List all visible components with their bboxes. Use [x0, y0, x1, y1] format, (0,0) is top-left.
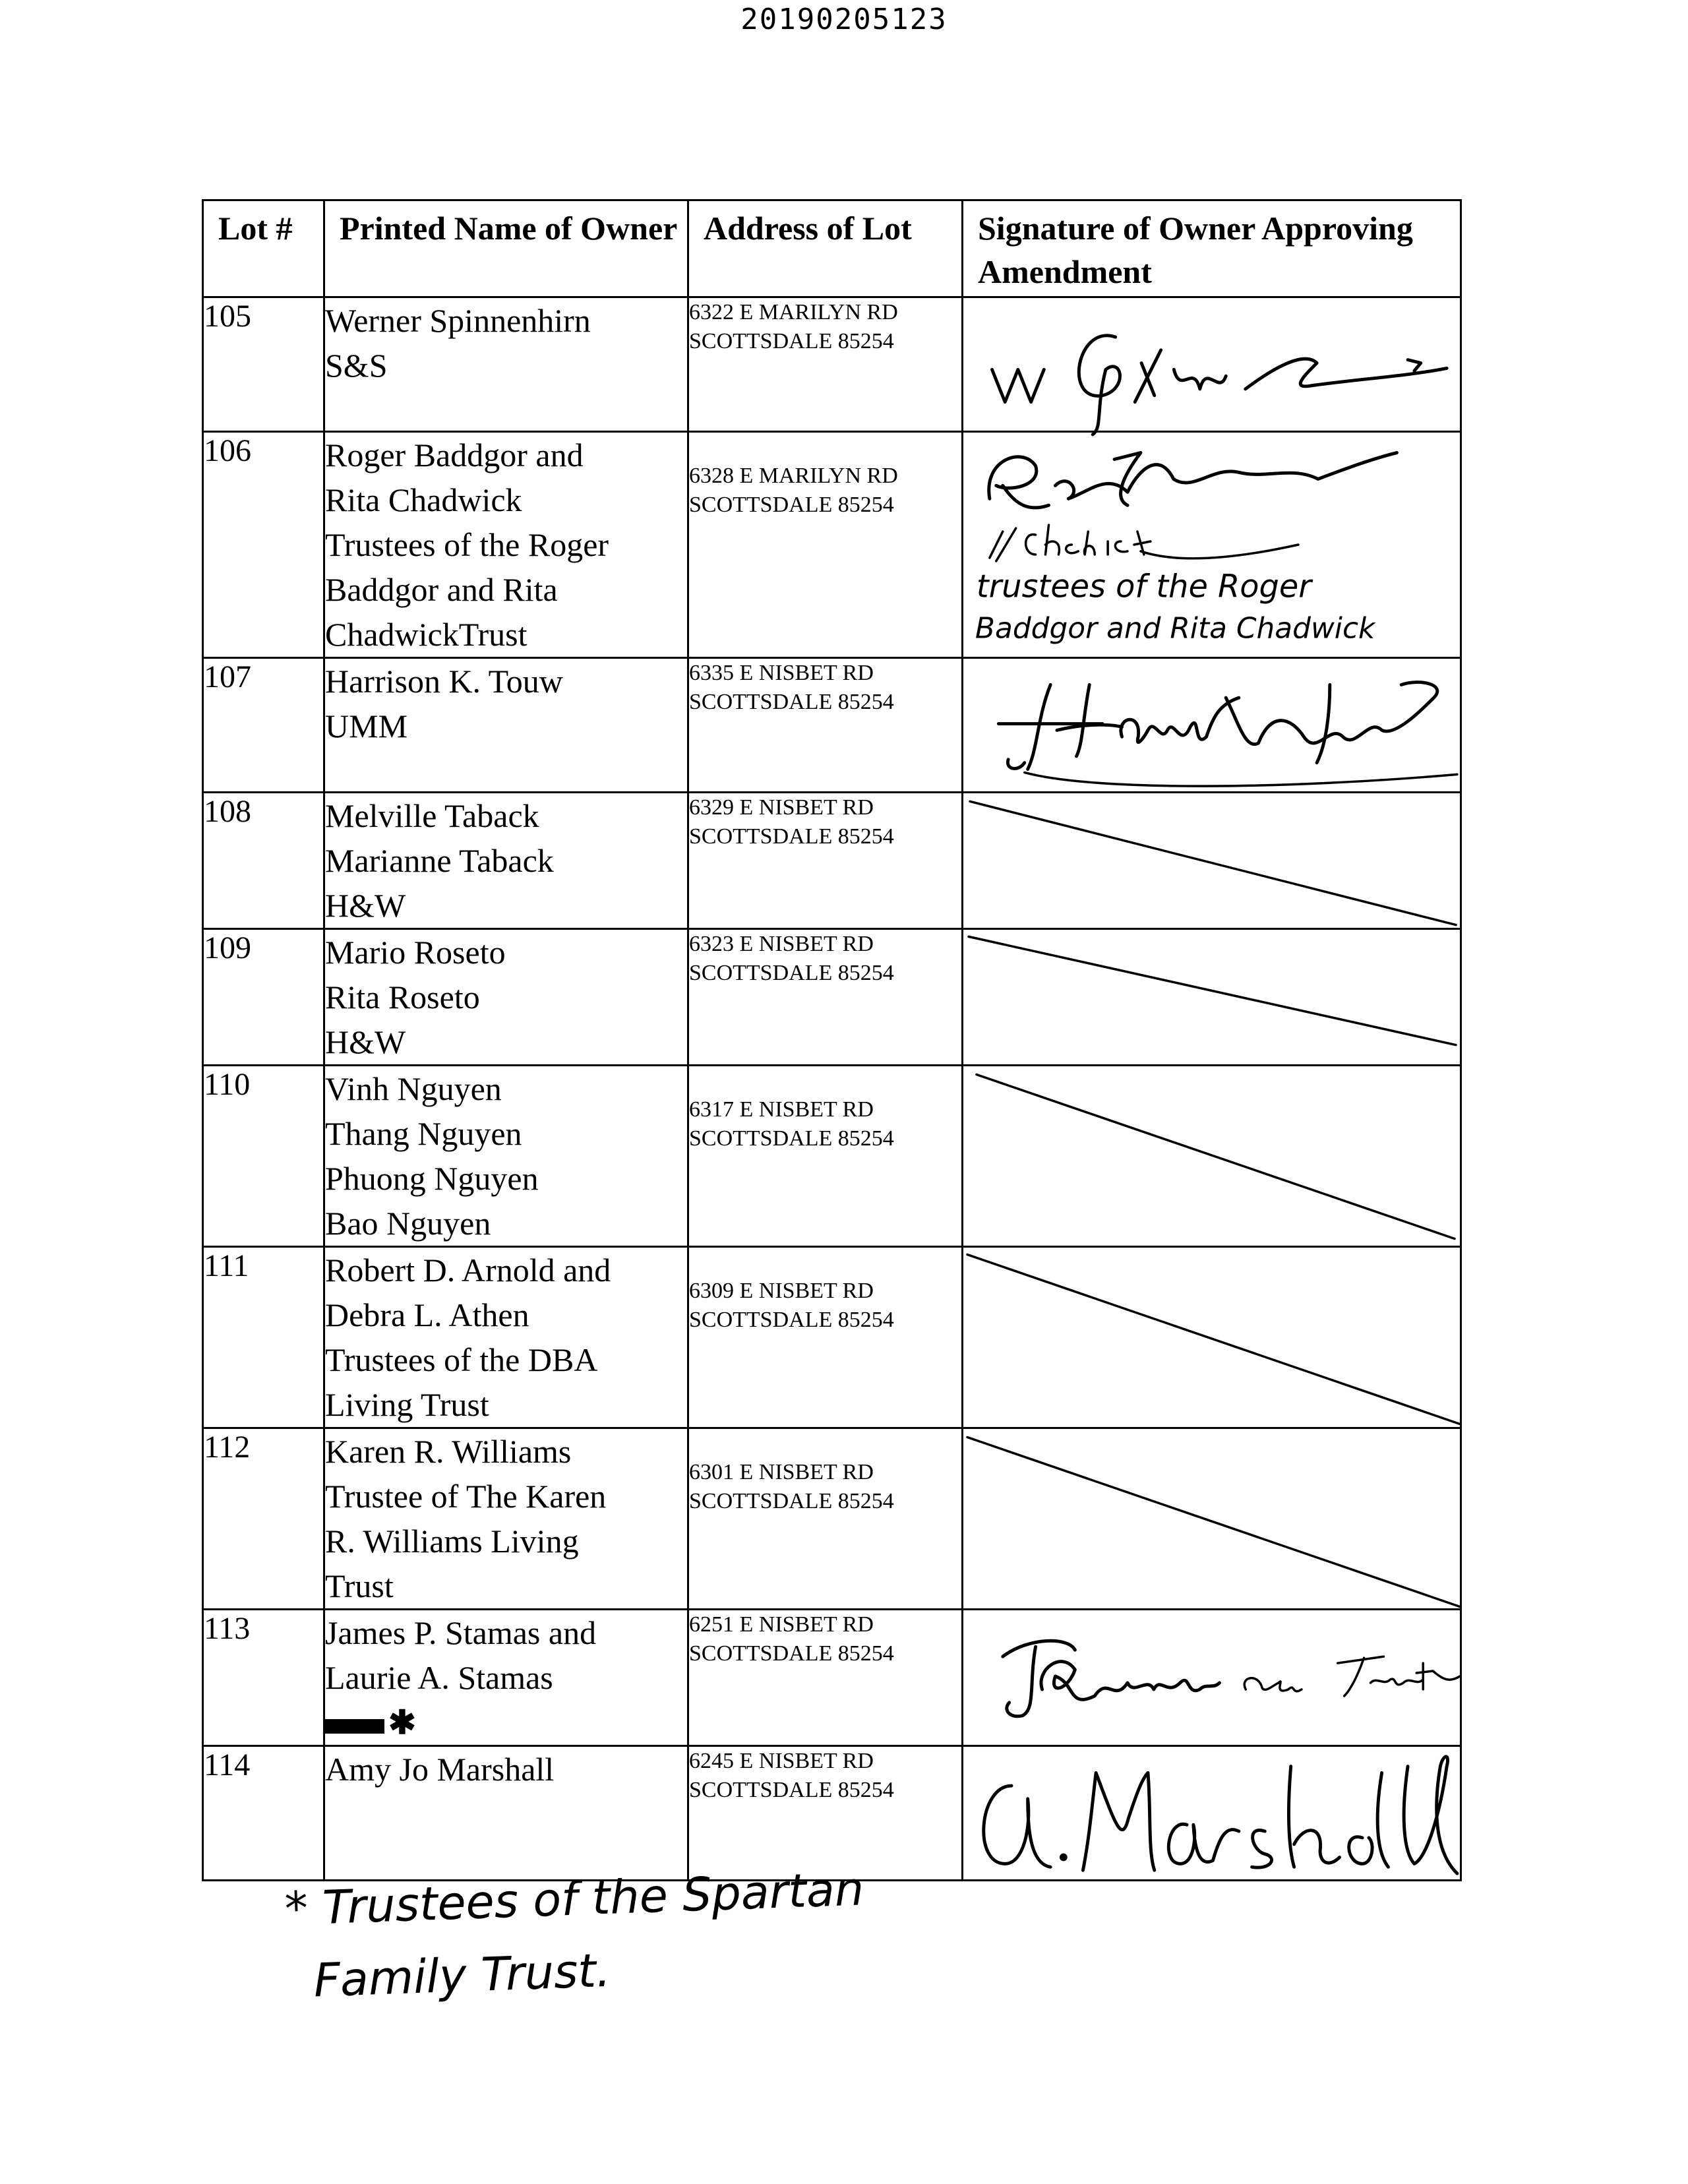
address-city: SCOTTSDALE 85254 — [689, 1126, 894, 1151]
address-city: SCOTTSDALE 85254 — [689, 1308, 894, 1332]
signature-text: Baddgor and Rita Chadwick — [975, 611, 1375, 646]
owner-line: Bao Nguyen — [325, 1205, 491, 1242]
lot-address — [688, 1428, 963, 1610]
address-street: 6301 E NISBET RD — [689, 1460, 874, 1484]
owner-name — [324, 1247, 688, 1428]
owner-line: Amy Jo Marshall — [325, 1751, 555, 1788]
owner-line-struck: ✱ — [325, 1700, 687, 1745]
signature-werner-spinnenhirn — [963, 298, 1460, 431]
lot-address — [688, 297, 963, 432]
owner-name — [324, 658, 688, 793]
owner-line: Rita Chadwick — [325, 481, 522, 518]
footnote-line: Family Trust. — [313, 1943, 612, 2008]
signature-text: trustees of the Roger — [976, 568, 1311, 605]
address-street: 6309 E NISBET RD — [689, 1279, 874, 1303]
owner-name — [324, 1428, 688, 1610]
owner-name — [324, 1610, 688, 1746]
address-street: 6317 E NISBET RD — [689, 1097, 874, 1122]
owner-line: Marianne Taback — [325, 842, 554, 879]
header-lot: Lot # — [203, 200, 324, 297]
footnote-line: * Trustees of the Spartan — [284, 1862, 865, 1936]
lot-number: 108 — [203, 793, 324, 929]
signature-harrison-touw — [963, 659, 1460, 791]
lot-number: 112 — [203, 1428, 324, 1610]
owner-line: Harrison K. Touw — [325, 663, 563, 700]
table-row — [203, 1610, 1461, 1746]
lot-address — [688, 1247, 963, 1428]
owner-line: H&W — [325, 887, 406, 924]
address-street: 6245 E NISBET RD — [689, 1749, 874, 1773]
owner-line: James P. Stamas and — [325, 1614, 597, 1651]
owner-line: Laurie A. Stamas — [325, 1659, 553, 1696]
owner-name — [324, 432, 688, 658]
lot-number: 106 — [203, 432, 324, 658]
table-row — [203, 929, 1461, 1066]
owner-line: Baddgor and Rita — [325, 571, 558, 608]
table-header-row — [203, 200, 1461, 297]
address-city: SCOTTSDALE 85254 — [689, 824, 894, 849]
owner-line: Living Trust — [325, 1386, 489, 1423]
header-owner: Printed Name of Owner — [324, 200, 688, 297]
signature-cell — [963, 1428, 1461, 1610]
owner-name — [324, 929, 688, 1066]
owner-line: Debra L. Athen — [325, 1296, 529, 1333]
address-street: 6322 E MARILYN RD — [689, 300, 898, 324]
signature-cell — [963, 929, 1461, 1066]
address-city: SCOTTSDALE 85254 — [689, 493, 894, 517]
owner-line: Mario Roseto — [325, 934, 506, 971]
redaction-mark — [325, 1719, 384, 1734]
table-row — [203, 297, 1461, 432]
lot-number: 111 — [203, 1247, 324, 1428]
signature-cell — [963, 793, 1461, 929]
owner-line: Thang Nguyen — [325, 1115, 522, 1152]
owner-line: Karen R. Williams — [325, 1433, 572, 1470]
lot-address — [688, 658, 963, 793]
address-street: 6251 E NISBET RD — [689, 1612, 874, 1637]
owner-line: Trustees of the DBA — [325, 1341, 598, 1378]
lot-address — [688, 929, 963, 1066]
owner-line: Trust — [325, 1567, 394, 1604]
lot-approval-table — [202, 199, 1462, 1881]
table-row — [203, 432, 1461, 658]
owner-name — [324, 793, 688, 929]
owner-line: Rita Roseto — [325, 979, 480, 1016]
lot-number: 107 — [203, 658, 324, 793]
owner-line: UMM — [325, 708, 408, 744]
table-row — [203, 793, 1461, 929]
signature-cell — [963, 1610, 1461, 1746]
lot-address — [688, 1610, 963, 1746]
signature-roger-baddgor — [963, 433, 1460, 657]
owner-name — [324, 1066, 688, 1247]
address-street: 6323 E NISBET RD — [689, 932, 874, 956]
lot-number: 113 — [203, 1610, 324, 1746]
table-row — [203, 1247, 1461, 1428]
signature-cell — [963, 658, 1461, 793]
lot-number: 110 — [203, 1066, 324, 1247]
address-city: SCOTTSDALE 85254 — [689, 1641, 894, 1666]
signature-amy-marshall — [963, 1747, 1460, 1879]
lot-address — [688, 793, 963, 929]
handwritten-footnote — [284, 1852, 868, 2018]
address-city: SCOTTSDALE 85254 — [689, 961, 894, 985]
signature-cell — [963, 1066, 1461, 1247]
lot-number: 105 — [203, 297, 324, 432]
strike-through-line — [963, 1066, 1460, 1246]
signature-james-stamas — [963, 1610, 1460, 1745]
header-signature: Signature of Owner Approving Amendment — [963, 200, 1461, 297]
table-row — [203, 1066, 1461, 1247]
owner-line: Roger Baddgor and — [325, 437, 584, 473]
owner-line: Robert D. Arnold and — [325, 1252, 611, 1289]
owner-line: S&S — [325, 347, 388, 384]
owner-line: Vinh Nguyen — [325, 1070, 502, 1107]
owner-name — [324, 297, 688, 432]
lot-address — [688, 432, 963, 658]
address-street: 6335 E NISBET RD — [689, 661, 874, 685]
owner-line: Trustee of The Karen — [325, 1478, 607, 1515]
strike-through-line — [963, 930, 1460, 1064]
owner-line: Melville Taback — [325, 797, 539, 834]
table-row — [203, 658, 1461, 793]
document-number: 20190205123 — [740, 3, 948, 36]
strike-through-line — [963, 1429, 1460, 1608]
strike-through-line — [963, 1248, 1460, 1427]
owner-line: R. Williams Living — [325, 1523, 579, 1560]
signature-cell — [963, 297, 1461, 432]
address-street: 6329 E NISBET RD — [689, 795, 874, 820]
address-city: SCOTTSDALE 85254 — [689, 690, 894, 714]
owner-line: ChadwickTrust — [325, 616, 528, 653]
owner-line: Phuong Nguyen — [325, 1160, 539, 1197]
strike-through-line — [963, 793, 1460, 928]
owner-line: Trustees of the Roger — [325, 526, 609, 563]
lot-number: 109 — [203, 929, 324, 1066]
signature-cell — [963, 1247, 1461, 1428]
signature-cell — [963, 1746, 1461, 1881]
header-address: Address of Lot — [688, 200, 963, 297]
address-city: SCOTTSDALE 85254 — [689, 329, 894, 353]
address-street: 6328 E MARILYN RD — [689, 464, 898, 488]
owner-line: H&W — [325, 1023, 406, 1060]
lot-number: 114 — [203, 1746, 324, 1881]
owner-line: Werner Spinnenhirn — [325, 302, 591, 339]
table-row — [203, 1428, 1461, 1610]
lot-address — [688, 1066, 963, 1247]
address-city: SCOTTSDALE 85254 — [689, 1489, 894, 1513]
address-city: SCOTTSDALE 85254 — [689, 1778, 894, 1802]
signature-cell — [963, 432, 1461, 658]
